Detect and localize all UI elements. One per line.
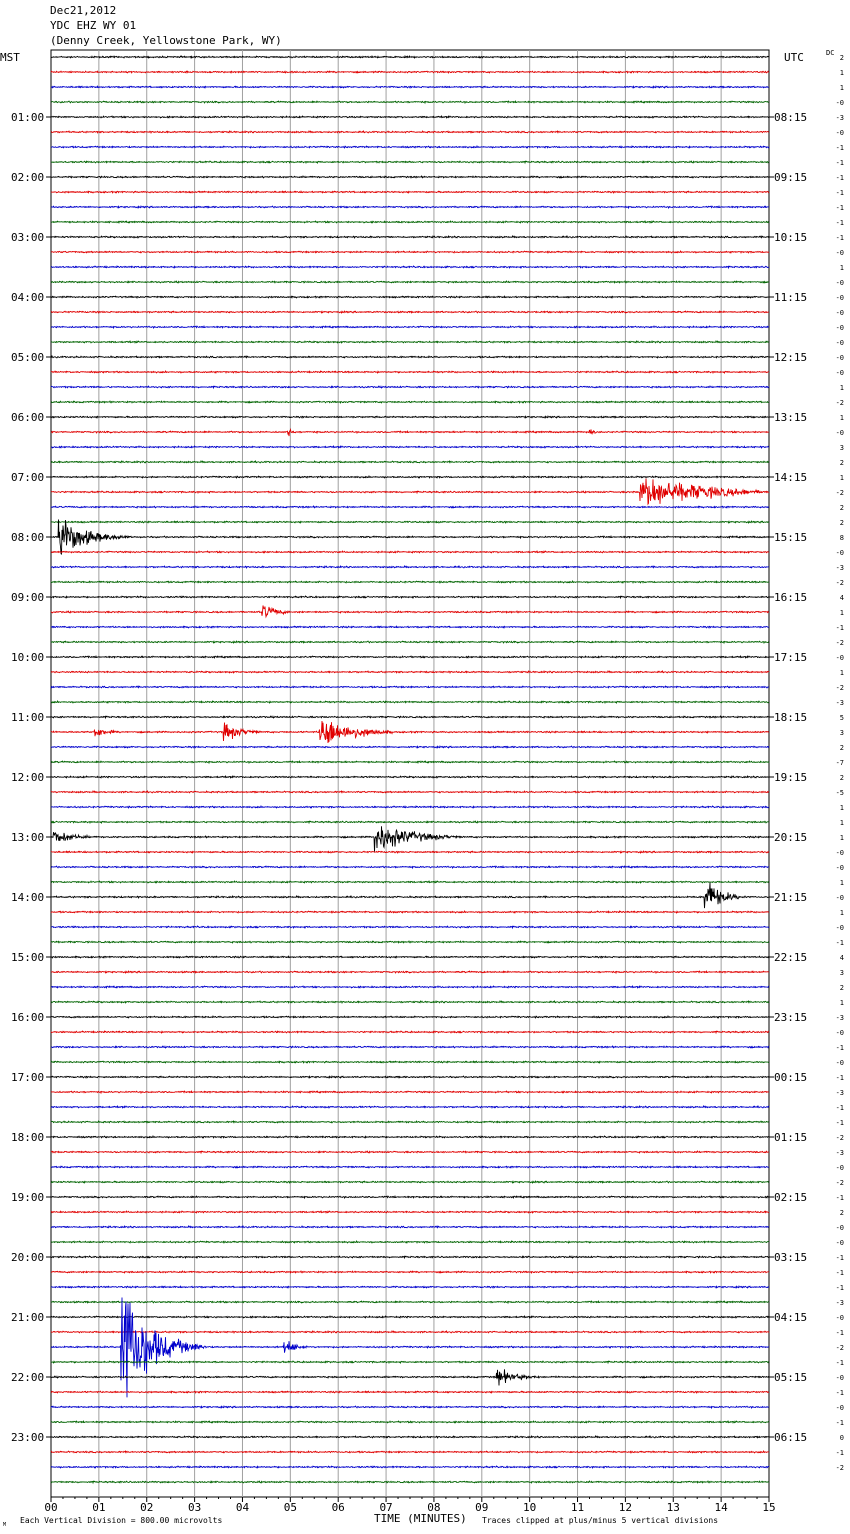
seismic-trace-row [51,881,769,883]
seismic-trace-row [51,1391,769,1393]
seismic-trace-row [51,131,769,133]
right-hour-label: 05:15 [774,1371,808,1384]
right-hour-label: 12:15 [774,351,808,364]
header-location: (Denny Creek, Yellowstone Park, WY) [50,34,282,47]
seismic-trace-row [51,56,769,58]
trace-layer [51,56,769,1483]
seismic-trace-row [51,806,769,808]
seismic-trace-row [51,1001,769,1003]
dc-offset-label: -2 [835,1179,844,1187]
right-hour-label: 23:15 [774,1011,808,1024]
seismic-trace-row [51,1226,769,1228]
seismic-trace-row [51,1136,769,1138]
dc-offset-label: -1 [835,144,844,152]
seismic-trace-row [51,1297,769,1397]
dc-offset-label: 1 [839,879,844,887]
seismic-trace-row [51,1076,769,1078]
left-hour-label: 05:00 [11,351,45,364]
seismic-trace-row [51,356,769,358]
dc-offset-label: -0 [835,1239,844,1247]
dc-offset-label: -2 [835,399,844,407]
seismic-trace-row [51,1481,769,1483]
seismic-trace-row [51,721,769,743]
right-hour-label: 04:15 [774,1311,808,1324]
seismic-trace-row [51,430,769,437]
dc-offset-label: -0 [835,324,844,332]
seismic-trace-row [51,776,769,778]
seismic-trace-row [51,911,769,913]
dc-offset-label: -1 [835,1254,844,1262]
right-hour-label: 09:15 [774,171,808,184]
left-hour-label: 21:00 [11,1311,45,1324]
dc-offset-label: -1 [835,1419,844,1427]
dc-offset-label: -1 [835,1389,844,1397]
x-tick-label: 13 [666,1501,680,1514]
dc-offset-label: -0 [835,129,844,137]
seismic-trace-row [51,956,769,958]
right-hour-label: 15:15 [774,531,808,544]
dc-offset-label: -0 [835,654,844,662]
right-hour-label: 08:15 [774,111,808,124]
dc-offset-label: -2 [835,1344,844,1352]
seismic-trace-row [51,176,769,178]
seismic-trace-row [51,1451,769,1453]
right-hour-label: 06:15 [774,1431,808,1444]
dc-offset-label: -2 [835,489,844,497]
seismic-trace-row [51,1211,769,1213]
dc-offset-label: -1 [835,1269,844,1277]
seismic-trace-row [51,1061,769,1063]
x-tick-label: 15 [762,1501,776,1514]
dc-offset-label: 2 [839,774,844,782]
seismic-trace-row [51,566,769,568]
dc-offset-label: 2 [839,744,844,752]
left-hour-label: 15:00 [11,951,45,964]
seismic-trace-row [51,821,769,823]
dc-offset-label: -0 [835,249,844,257]
seismic-trace-row [51,1031,769,1033]
dc-offset-label: 1 [839,834,844,842]
dc-offset-label: -5 [835,789,844,797]
dc-offset-label: 5 [839,714,844,722]
right-hour-label: 10:15 [774,231,808,244]
dc-offset-label: 2 [839,1209,844,1217]
seismic-trace-row [51,1331,769,1333]
seismic-trace-row [51,71,769,73]
dc-offset-label: 2 [839,504,844,512]
dc-offset-label: 1 [839,474,844,482]
seismic-trace-row [51,826,769,851]
seismic-trace-row [51,521,769,523]
seismic-trace-row [51,476,769,478]
seismic-trace-row [51,1256,769,1258]
right-hour-label: 13:15 [774,411,808,424]
dc-offset-label: 4 [839,954,844,962]
dc-offset-label: -2 [835,639,844,647]
label-layer [0,49,844,1528]
x-tick-label: 08 [427,1501,441,1514]
right-hour-label: 20:15 [774,831,808,844]
dc-offset-label: 3 [839,729,844,737]
right-hour-label: 03:15 [774,1251,808,1264]
left-hour-label: 10:00 [11,651,45,664]
seismic-trace-row [51,116,769,118]
dc-offset-label: -0 [835,1224,844,1232]
seismic-trace-row [51,971,769,973]
seismic-trace-row [51,656,769,658]
seismic-trace-row [51,1121,769,1123]
dc-offset-label: -2 [835,579,844,587]
left-hour-label: 11:00 [11,711,45,724]
dc-offset-label: 8 [839,534,844,542]
dc-offset-label: -1 [835,204,844,212]
x-tick-label: 14 [714,1501,728,1514]
seismic-trace-row [51,716,769,718]
left-hour-label: 09:00 [11,591,45,604]
right-hour-label: 21:15 [774,891,808,904]
dc-offset-label: 3 [839,969,844,977]
dc-offset-label: -0 [835,99,844,107]
dc-offset-label: -1 [835,174,844,182]
x-tick-label: 01 [92,1501,106,1514]
dc-offset-label: 1 [839,999,844,1007]
dc-offset-label: -0 [835,354,844,362]
dc-offset-label: 2 [839,984,844,992]
seismic-trace-row [51,671,769,673]
right-hour-label: 16:15 [774,591,808,604]
seismic-trace-row [51,266,769,268]
dc-offset-label: 2 [839,459,844,467]
dc-offset-label: 1 [839,414,844,422]
dc-offset-label: 1 [839,669,844,677]
left-hour-label: 13:00 [11,831,45,844]
dc-offset-label: -3 [835,564,844,572]
seismic-trace-row [51,1196,769,1198]
seismic-trace-row [51,551,769,553]
dc-offset-label: -0 [835,429,844,437]
x-tick-label: 03 [187,1501,202,1514]
dc-offset-label: 1 [839,384,844,392]
clip-note: Traces clipped at plus/minus 5 vertical divisions [482,1516,719,1525]
seismic-trace-row [51,941,769,943]
seismic-trace-row [51,341,769,343]
left-hour-label: 16:00 [11,1011,45,1024]
seismic-trace-row [51,883,769,909]
seismic-trace-row [51,221,769,223]
dc-offset-label: -3 [835,1089,844,1097]
seismic-trace-row [51,161,769,163]
dc-offset-label: -0 [835,279,844,287]
seismic-trace-row [51,1046,769,1048]
dc-offset-label: 4 [839,594,844,602]
seismic-trace-row [51,416,769,418]
dc-offset-label: -0 [835,1059,844,1067]
dc-offset-label: -1 [835,1074,844,1082]
seismic-trace-row [51,686,769,688]
dc-offset-label: -1 [835,1359,844,1367]
x-tick-label: 04 [235,1501,250,1514]
seismic-trace-row [51,791,769,793]
left-hour-label: 08:00 [11,531,45,544]
seismic-trace-row [51,236,769,238]
dc-offset-label: -1 [835,1104,844,1112]
dc-offset-label: 3 [839,444,844,452]
dc-offset-label: -0 [835,849,844,857]
x-tick-label: 06 [331,1501,345,1514]
seismic-trace-row [51,461,769,463]
seismic-trace-row [51,311,769,313]
dc-offset-label: -1 [835,159,844,167]
left-hour-label: 04:00 [11,291,45,304]
right-hour-label: 11:15 [774,291,808,304]
seismic-trace-row [51,1406,769,1408]
right-hour-label: 14:15 [774,471,808,484]
dc-offset-label: -0 [835,369,844,377]
dc-offset-label: 0 [839,1434,844,1442]
dc-offset-label: -1 [835,189,844,197]
seismic-trace-row [51,101,769,103]
dc-offset-label: -1 [835,234,844,242]
x-tick-label: 10 [523,1501,537,1514]
seismic-trace-row [51,401,769,403]
seismic-trace-row [51,479,769,504]
dc-offset-label: -0 [835,1164,844,1172]
dc-offset-label: -1 [835,219,844,227]
x-tick-label: 12 [618,1501,633,1514]
dc-offset-label: -0 [835,894,844,902]
dc-offset-label: -1 [835,624,844,632]
seismic-trace-row [51,86,769,88]
dc-offset-label: -3 [835,699,844,707]
scale-note: Each Vertical Division = 800.00 microvolts [20,1516,223,1525]
right-hour-label: 18:15 [774,711,808,724]
dc-offset-label: 1 [839,819,844,827]
corner-mark: M [3,1522,7,1528]
seismic-trace-row [51,641,769,643]
dc-column-label: DC [826,49,835,57]
dc-offset-label: -0 [835,1404,844,1412]
right-hour-label: 17:15 [774,651,808,664]
left-hour-label: 02:00 [11,171,45,184]
seismic-trace-row [51,866,769,868]
dc-offset-label: 1 [839,909,844,917]
dc-offset-label: -0 [835,549,844,557]
right-hour-label: 02:15 [774,1191,808,1204]
dc-offset-label: -1 [835,1329,844,1337]
dc-offset-label: 2 [839,519,844,527]
dc-offset-label: 1 [839,804,844,812]
dc-offset-label: -0 [835,924,844,932]
dc-offset-label: -3 [835,1149,844,1157]
seismic-trace-row [51,326,769,328]
x-tick-label: 00 [44,1501,58,1514]
dc-offset-label: -0 [835,339,844,347]
seismic-trace-row [51,1166,769,1168]
seismic-trace-row [51,386,769,388]
dc-offset-label: -3 [835,1014,844,1022]
left-hour-label: 17:00 [11,1071,45,1084]
seismic-trace-row [51,506,769,508]
x-axis-title: TIME (MINUTES) [374,1512,467,1525]
dc-offset-label: -1 [835,1044,844,1052]
dc-offset-label: -2 [835,684,844,692]
dc-offset-label: 1 [839,609,844,617]
left-hour-label: 19:00 [11,1191,45,1204]
left-hour-label: 22:00 [11,1371,45,1384]
seismic-trace-row [51,1271,769,1273]
right-hour-label: 19:15 [774,771,808,784]
seismic-trace-row [51,1466,769,1468]
right-hour-label: 01:15 [774,1131,808,1144]
left-hour-label: 20:00 [11,1251,45,1264]
seismic-trace-row [51,206,769,208]
dc-offset-label: -1 [835,1284,844,1292]
dc-offset-label: -1 [835,1449,844,1457]
seismic-trace-row [51,606,769,617]
seismic-trace-row [51,371,769,373]
dc-offset-label: -1 [835,1194,844,1202]
seismic-trace-row [51,626,769,628]
seismic-trace-row [51,1151,769,1153]
seismic-trace-row [51,986,769,988]
dc-offset-label: -0 [835,1029,844,1037]
seismic-trace-row [51,1091,769,1093]
seismic-trace-row [51,1106,769,1108]
dc-offset-label: -7 [835,759,844,767]
header-date: Dec21,2012 [50,4,117,17]
dc-offset-label: -0 [835,294,844,302]
seismic-trace-row [51,446,769,448]
seismic-trace-row [51,1301,769,1303]
seismic-trace-row [51,146,769,148]
dc-offset-label: -0 [835,864,844,872]
x-tick-label: 05 [283,1501,297,1514]
seismic-trace-row [51,761,769,763]
right-timezone-label: UTC [784,51,804,64]
x-tick-label: 09 [475,1501,489,1514]
dc-offset-label: -0 [835,1374,844,1382]
seismic-trace-row [51,1286,769,1288]
dc-offset-label: -2 [835,1464,844,1472]
seismic-trace-row [51,746,769,748]
seismic-trace-row [51,1016,769,1018]
seismic-trace-row [51,281,769,283]
x-tick-label: 02 [140,1501,154,1514]
seismic-trace-row [51,701,769,703]
dc-offset-label: -0 [835,1314,844,1322]
dc-offset-label: -1 [835,1119,844,1127]
dc-offset-label: -3 [835,114,844,122]
seismic-trace-row [51,296,769,298]
seismic-trace-row [51,1181,769,1183]
header-station: YDC EHZ WY 01 [50,19,137,32]
right-hour-label: 00:15 [774,1071,808,1084]
seismic-trace-row [51,1241,769,1243]
dc-offset-label: -2 [835,1134,844,1142]
dc-offset-label: 2 [839,54,844,62]
right-hour-label: 22:15 [774,951,808,964]
x-tick-label: 11 [570,1501,585,1514]
dc-offset-label: -0 [835,309,844,317]
left-hour-label: 23:00 [11,1431,45,1444]
seismic-trace-row [51,191,769,193]
seismic-trace-row [51,520,769,555]
dc-offset-label: -1 [835,939,844,947]
seismic-trace-row [51,1436,769,1438]
seismic-trace-row [51,926,769,928]
left-hour-label: 06:00 [11,411,45,424]
dc-offset-label: 1 [839,84,844,92]
left-hour-label: 07:00 [11,471,45,484]
left-hour-label: 18:00 [11,1131,45,1144]
dc-offset-label: 1 [839,69,844,77]
seismic-trace-row [51,1369,769,1385]
seismic-trace-row [51,1316,769,1318]
seismic-trace-row [51,251,769,253]
left-hour-label: 14:00 [11,891,45,904]
left-hour-label: 01:00 [11,111,45,124]
left-hour-label: 12:00 [11,771,45,784]
seismic-trace-row [51,1361,769,1363]
left-timezone-label: MST [0,51,20,64]
seismic-trace-row [51,851,769,853]
seismic-trace-row [51,581,769,583]
x-tick-label: 07 [379,1501,393,1514]
seismic-trace-row [51,1421,769,1423]
seismic-trace-row [51,596,769,598]
dc-offset-label: -3 [835,1299,844,1307]
left-hour-label: 03:00 [11,231,45,244]
dc-offset-label: 1 [839,264,844,272]
